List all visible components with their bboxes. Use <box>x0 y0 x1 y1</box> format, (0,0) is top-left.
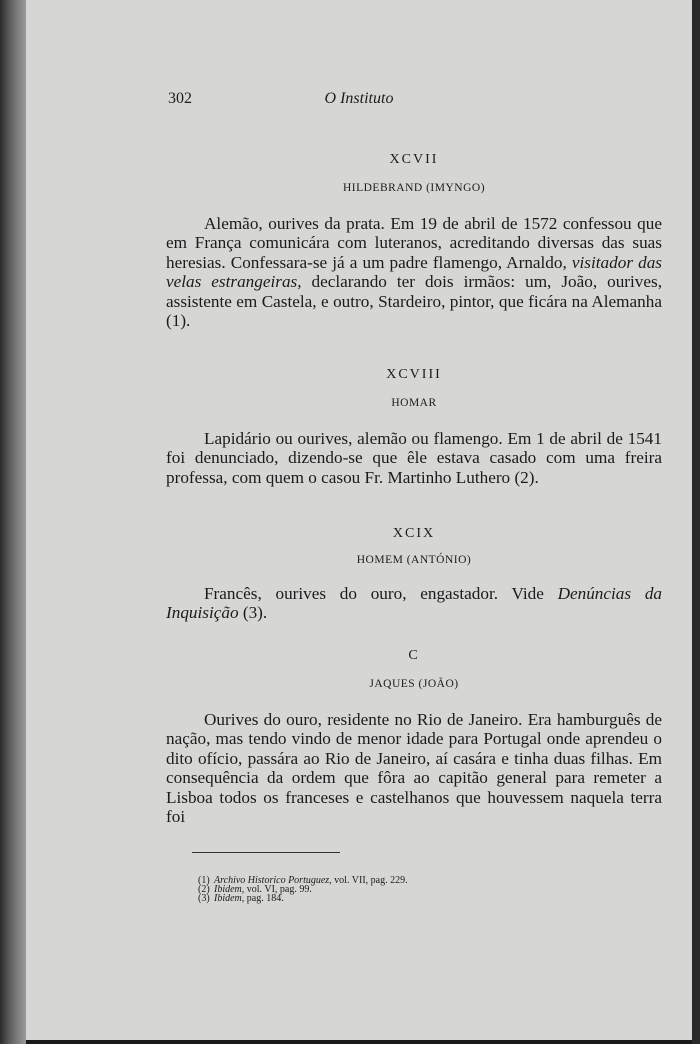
footnote-number: (3) <box>198 893 210 904</box>
entry-numeral: XCIX <box>392 526 436 541</box>
text-run: declarando ter dois irmãos: um, João, ourives, assistente em Castela, e outro, Stardeiro, pintor, que ficára na Alemanha (1). <box>166 272 662 331</box>
entry-xcviii <box>166 367 662 487</box>
book-page <box>26 0 692 1040</box>
entry-paragraph <box>166 710 662 826</box>
page-edge <box>692 0 700 1044</box>
text-run: Francês, ourives do ouro, engastador. Vide <box>204 584 558 603</box>
entry-name: HILDEBRAND (IMYNGO) <box>342 182 486 194</box>
entry-name: HOMEM (ANTÓNIO) <box>356 554 472 566</box>
entry-paragraph <box>166 214 662 330</box>
entry-numeral: XCVIII <box>386 367 442 382</box>
text-run: (3). <box>238 603 268 623</box>
entry-name: HOMAR <box>391 397 437 409</box>
footnote-detail: , vol. VII, pag. 229. <box>329 875 408 886</box>
running-head <box>26 90 692 114</box>
entry-name: JAQUES (JOÃO) <box>369 678 459 690</box>
entry-numeral: XCVII <box>389 152 439 167</box>
footnote-detail: , vol. VI, pag. 99. <box>241 884 312 895</box>
footnote-divider <box>192 852 340 853</box>
journal-title: O Instituto <box>324 90 394 107</box>
text-run-italic: visitador das velas estrangeiras, <box>166 252 662 292</box>
book-spine-shadow <box>0 0 26 1044</box>
entry-paragraph <box>166 584 662 623</box>
footnote-detail: , pag. 184. <box>241 893 284 904</box>
footnote-number: (2) <box>198 884 210 895</box>
text-run: Lapidário ou ourives, alemão ou flamengo. Em 1 de abril de 1541 foi denunciado, dizendo-se que êle estava casado com uma freira professa, com quem o casou Fr. Martinho Luthero (2). <box>166 429 662 487</box>
entry-numeral: C <box>408 648 420 663</box>
footnote-number: (1) <box>198 875 210 886</box>
footnote-source: Ibidem <box>214 893 242 904</box>
text-run: Alemão, ourives da prata. Em 19 de abril de 1572 confessou que em França comunicára com luteranos, acreditando diversas das suas heresias. Confessara-se já a um padre flamengo, Arnaldo, <box>166 214 662 272</box>
footnote <box>198 894 618 903</box>
entry-xcvii <box>166 152 662 330</box>
entry-xcix <box>166 526 662 623</box>
entry-c <box>166 648 662 826</box>
entry-paragraph <box>166 429 662 487</box>
page-number: 302 <box>168 90 192 107</box>
footnote-source: Archivo Historico Portuguez <box>214 875 330 886</box>
footnote-source: Ibidem <box>214 884 242 895</box>
text-run: Ourives do ouro, residente no Rio de Janeiro. Era hamburguês de nação, mas tendo vindo de menor idade para Portugal onde aprendeu o dito ofício, passára ao Rio de Janeiro, aí casára e tinha duas filhas. Em consequência da ordem que fôra ao capitão general para remeter a Lisboa todos os franceses e castelhanos que houvessem naquela terra foi <box>166 710 662 827</box>
footnotes <box>198 876 618 903</box>
text-run-italic: Denúncias da Inquisição <box>166 584 663 623</box>
